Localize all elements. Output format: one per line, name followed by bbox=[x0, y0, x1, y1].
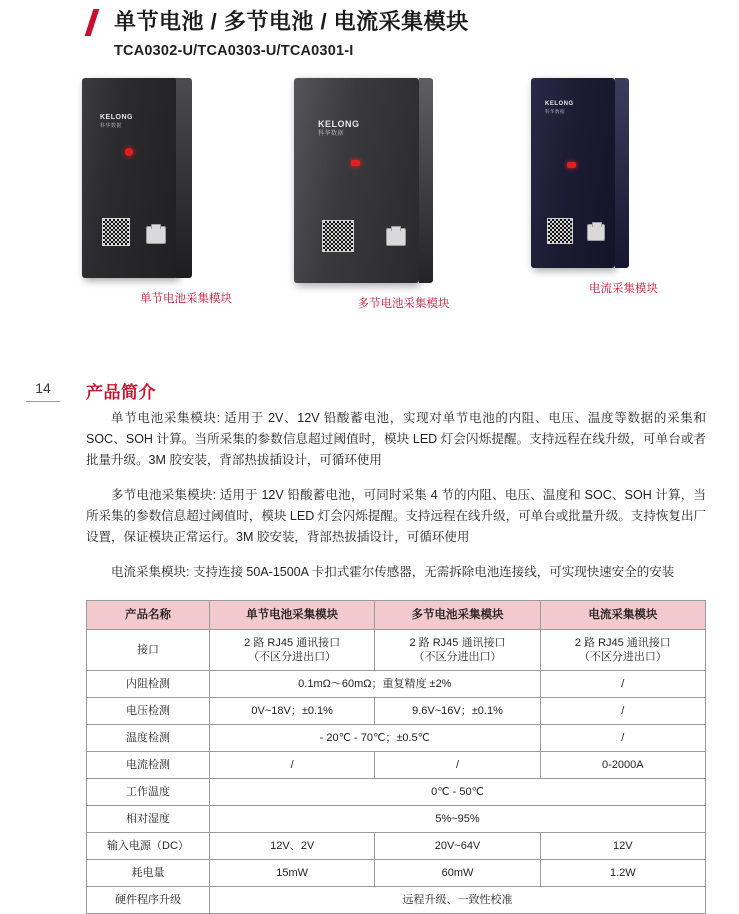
table-cell: 5%~95% bbox=[210, 806, 706, 833]
row-header: 工作温度 bbox=[87, 779, 210, 806]
table-row bbox=[87, 671, 706, 698]
table-row bbox=[87, 698, 706, 725]
row-header: 温度检测 bbox=[87, 725, 210, 752]
page-number-block bbox=[20, 380, 66, 402]
device-logo bbox=[318, 120, 360, 138]
paragraph: 多节电池采集模块: 适用于 12V 铅酸蓄电池，可同时采集 4 节的内阻、电压、温度和 SOC、SOH 计算，当所采集的参数信息超过阈值时，模块 LED 灯会闪烁提醒。支持远程在线升级，可单台或批量升级。支持恢复出厂设置，保证模块正常运行。3M 胶安装，背部热拔插设计，可循环使用 bbox=[86, 488, 706, 544]
table-cell: 2 路 RJ45 通讯接口 （不区分进出口） bbox=[375, 630, 540, 671]
paragraph: 单节电池采集模块: 适用于 2V、12V 铅酸蓄电池，实现对单节电池的内阻、电压、温度等数据的采集和 SOC、SOH 计算。当所采集的参数信息超过阈值时，模块 LED 灯会闪烁提醒。支持远程在线升级，可单台或者批量升级。3M 胶安装，背部热拔插设计，可循环使用 bbox=[86, 411, 706, 467]
product-image-row bbox=[86, 78, 706, 353]
table-cell: 0.1mΩ～60mΩ；重复精度 ±2% bbox=[210, 671, 541, 698]
device-brand-cn: 科华数据 bbox=[545, 109, 565, 114]
table-row bbox=[87, 752, 706, 779]
device-illustration-multi-cell bbox=[294, 78, 419, 283]
table-cell: 12V、2V bbox=[210, 833, 375, 860]
device-rj45-port bbox=[587, 224, 605, 241]
table-row bbox=[87, 779, 706, 806]
device-side-face bbox=[176, 78, 192, 278]
table-row bbox=[87, 725, 706, 752]
table-cell: - 20℃ - 70℃；±0.5℃ bbox=[210, 725, 541, 752]
paragraph: 电流采集模块: 支持连接 50A-1500A 卡扣式霍尔传感器，无需拆除电池连接线，可实现快速安全的安装 bbox=[111, 565, 675, 579]
device-led-indicator bbox=[125, 148, 133, 156]
product-item bbox=[541, 78, 706, 296]
table-cell: / bbox=[540, 698, 705, 725]
row-header: 耗电量 bbox=[87, 860, 210, 887]
device-qr-code bbox=[102, 218, 130, 246]
page-number: 14 bbox=[35, 380, 51, 396]
table-cell: 2 路 RJ45 通讯接口 （不区分进出口） bbox=[210, 630, 375, 671]
slash-accent-icon bbox=[86, 9, 104, 35]
device-illustration-single-cell bbox=[82, 78, 178, 278]
row-header: 相对湿度 bbox=[87, 806, 210, 833]
product-caption: 多节电池采集模块 bbox=[357, 298, 450, 310]
title-row bbox=[86, 8, 706, 36]
product-item bbox=[306, 78, 501, 311]
page-header bbox=[86, 8, 706, 59]
device-logo bbox=[100, 114, 133, 130]
table-cell: 2 路 RJ45 通讯接口 （不区分进出口） bbox=[540, 630, 705, 671]
page-title: 单节电池 / 多节电池 / 电流采集模块 bbox=[114, 9, 469, 34]
table-cell: 12V bbox=[540, 833, 705, 860]
table-cell: 60mW bbox=[375, 860, 540, 887]
product-item bbox=[96, 78, 276, 306]
table-row bbox=[87, 630, 706, 671]
column-header: 产品名称 bbox=[87, 601, 210, 630]
device-logo bbox=[545, 100, 574, 116]
device-front-face bbox=[82, 78, 178, 278]
device-led-indicator bbox=[567, 162, 576, 168]
row-header: 内阻检测 bbox=[87, 671, 210, 698]
table-row bbox=[87, 833, 706, 860]
table-cell: / bbox=[210, 752, 375, 779]
device-illustration-current bbox=[531, 78, 615, 268]
table-cell: 远程升级、一致性校准 bbox=[210, 887, 706, 914]
device-side-face bbox=[419, 78, 433, 283]
device-front-face bbox=[294, 78, 419, 283]
table-cell: 0℃ - 50℃ bbox=[210, 779, 706, 806]
table-header-row bbox=[87, 601, 706, 630]
device-brand: KELONG bbox=[100, 114, 133, 121]
table-cell: 1.2W bbox=[540, 860, 705, 887]
table-cell: / bbox=[540, 725, 705, 752]
device-rj45-port bbox=[386, 228, 406, 246]
device-rj45-port bbox=[146, 226, 166, 244]
page-number-rule bbox=[26, 401, 60, 402]
table-row bbox=[87, 806, 706, 833]
device-side-face bbox=[615, 78, 629, 268]
row-header: 接口 bbox=[87, 630, 210, 671]
column-header: 多节电池采集模块 bbox=[375, 601, 540, 630]
table-cell: / bbox=[540, 671, 705, 698]
table-cell: / bbox=[375, 752, 540, 779]
device-brand: KELONG bbox=[318, 119, 360, 129]
model-numbers: TCA0302-U/TCA0303-U/TCA0301-I bbox=[114, 43, 354, 59]
device-qr-code bbox=[322, 220, 354, 252]
row-header: 输入电源（DC） bbox=[87, 833, 210, 860]
table-header bbox=[87, 601, 706, 630]
device-brand-cn: 科华数据 bbox=[318, 131, 345, 137]
row-header: 电压检测 bbox=[87, 698, 210, 725]
specification-table bbox=[86, 600, 706, 914]
table-cell: 0V~18V；±0.1% bbox=[210, 698, 375, 725]
table-cell: 20V~64V bbox=[375, 833, 540, 860]
section-heading: 产品简介 bbox=[86, 383, 156, 402]
product-caption: 电流采集模块 bbox=[589, 283, 658, 295]
column-header: 单节电池采集模块 bbox=[210, 601, 375, 630]
row-header: 硬件程序升级 bbox=[87, 887, 210, 914]
column-header: 电流采集模块 bbox=[540, 601, 705, 630]
device-qr-code bbox=[547, 218, 573, 244]
device-brand-cn: 科华数据 bbox=[100, 123, 123, 129]
table-body bbox=[87, 630, 706, 914]
product-introduction bbox=[86, 408, 706, 597]
table-cell: 0-2000A bbox=[540, 752, 705, 779]
device-led-indicator bbox=[351, 160, 360, 166]
device-brand: KELONG bbox=[545, 101, 574, 107]
table-row bbox=[87, 860, 706, 887]
table-cell: 15mW bbox=[210, 860, 375, 887]
table-row bbox=[87, 887, 706, 914]
product-caption: 单节电池采集模块 bbox=[140, 293, 232, 305]
row-header: 电流检测 bbox=[87, 752, 210, 779]
table-cell: 9.6V~16V；±0.1% bbox=[375, 698, 540, 725]
